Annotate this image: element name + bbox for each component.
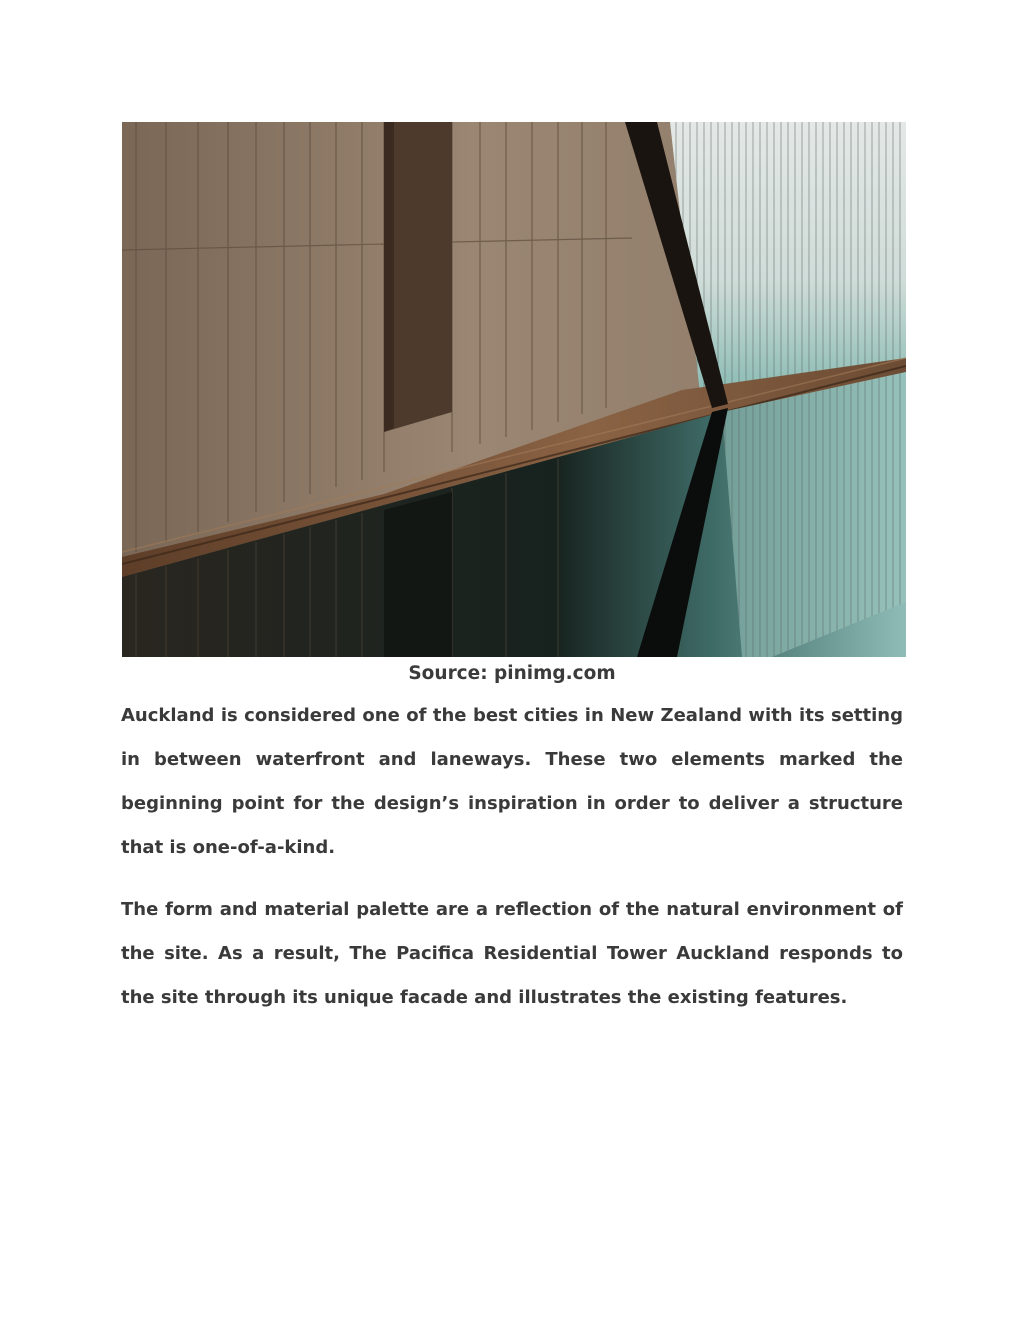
- body-paragraph-2: The form and material palette are a reflection of the natural environment of the site. As a result, The Pacifica Residential Tower Auckland responds to the site through its unique facade and illustrates the existing features.: [121, 899, 903, 1008]
- image-caption: Source: pinimg.com: [408, 663, 616, 684]
- architecture-photo: [122, 122, 906, 657]
- body-paragraph-1: Auckland is considered one of the best cities in New Zealand with its setting in between waterfront and laneways. These two elements marked the beginning point for the design’s inspiration in order to deliver a structure that is one-of-a-kind.: [121, 705, 903, 858]
- pool-interior-image: [122, 122, 906, 657]
